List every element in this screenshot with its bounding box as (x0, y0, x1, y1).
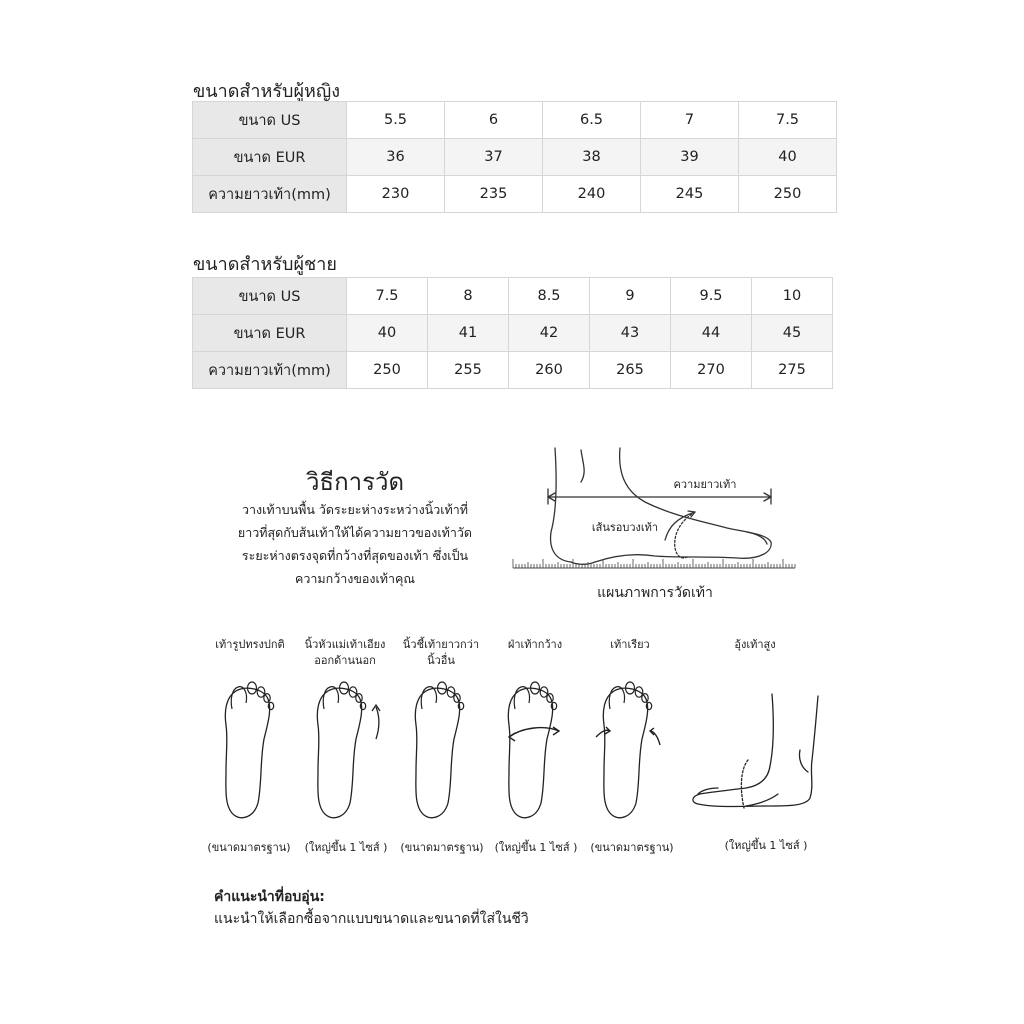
table-cell: 38 (543, 139, 641, 176)
table-cell: 7.5 (739, 102, 837, 139)
foot-narrow-icon (592, 675, 672, 830)
table-cell: 5.5 (347, 102, 445, 139)
foot-type-note: (ใหญ่ขึ้น 1 ไซส์ ) (304, 841, 388, 854)
table-cell: 44 (671, 315, 752, 352)
foot-normal-icon (214, 675, 284, 830)
table-row (193, 176, 837, 213)
table-cell: 37 (445, 139, 543, 176)
instruction-line: ระยะห่างตรงจุดที่กว้างที่สุดของเท้า ซึ่งเป็น (241, 548, 469, 563)
tip-title: คำแนะนำที่อบอุ่น: (214, 889, 325, 905)
table-row (193, 278, 833, 315)
ankle-line (581, 450, 584, 482)
instruction-line: ยาวที่สุดกับส้นเท้าให้ได้ความยาวของเท้าวัด (237, 525, 473, 540)
row-header: ความยาวเท้า(mm) (193, 176, 347, 213)
table-cell: 250 (347, 352, 428, 389)
instruction-line: วางเท้าบนพื้น วัดระยะห่างระหว่างนิ้วเท้าที่ (241, 502, 469, 517)
foot-type-note: (ขนาดมาตรฐาน) (400, 841, 484, 854)
foot-type-label: อุ้งเท้าสูง (734, 638, 776, 651)
table-cell: 40 (739, 139, 837, 176)
foot-wide-icon (497, 675, 577, 830)
foot-type-label: นิ้วชี้เท้ายาวกว่านิ้วอื่น (402, 638, 480, 667)
diagram-caption: แผนภาพการวัดเท้า (597, 585, 713, 601)
foot-type-label: เท้าเรียว (610, 638, 650, 651)
table-cell: 9.5 (671, 278, 752, 315)
table-cell: 235 (445, 176, 543, 213)
women-size-table (192, 101, 837, 213)
foot-outline (571, 448, 771, 564)
table-row (193, 315, 833, 352)
table-cell: 42 (509, 315, 590, 352)
table-cell: 40 (347, 315, 428, 352)
table-cell: 43 (590, 315, 671, 352)
table-cell: 10 (752, 278, 833, 315)
table-cell: 41 (428, 315, 509, 352)
length-label: ความยาวเท้า (673, 478, 737, 491)
table-row (193, 139, 837, 176)
table-cell: 8 (428, 278, 509, 315)
tip-text: แนะนำให้เลือกซื้อจากแบบขนาดและขนาดที่ใส่ในชีวิ (214, 911, 529, 927)
table-cell: 45 (752, 315, 833, 352)
foot-type-label: ฝ่าเท้ากว้าง (507, 638, 563, 651)
women-section-title: ขนาดสำหรับผู้หญิง (193, 81, 340, 102)
leg-outline (551, 448, 571, 562)
table-cell: 36 (347, 139, 445, 176)
ruler (513, 559, 795, 568)
table-cell: 7 (641, 102, 739, 139)
table-row (193, 352, 833, 389)
table-cell: 260 (509, 352, 590, 389)
row-header: ความยาวเท้า(mm) (193, 352, 347, 389)
foot-type-label: นิ้วหัวแม่เท้าเอียงออกด้านนอก (304, 638, 386, 667)
foot-high-arch-icon (688, 690, 828, 815)
row-header: ขนาด EUR (193, 139, 347, 176)
table-cell: 240 (543, 176, 641, 213)
foot-type-note: (ใหญ่ขึ้น 1 ไซส์ ) (494, 841, 578, 854)
table-cell: 265 (590, 352, 671, 389)
row-header: ขนาด US (193, 102, 347, 139)
table-cell: 7.5 (347, 278, 428, 315)
foot-type-note: (ใหญ่ขึ้น 1 ไซส์ ) (724, 839, 808, 852)
men-size-table (192, 277, 833, 389)
table-cell: 270 (671, 352, 752, 389)
measure-title: วิธีการวัด (305, 468, 405, 496)
table-cell: 6.5 (543, 102, 641, 139)
foot-measure-diagram (505, 440, 805, 580)
table-cell: 230 (347, 176, 445, 213)
table-row (193, 102, 837, 139)
table-cell: 9 (590, 278, 671, 315)
table-cell: 39 (641, 139, 739, 176)
foot-type-note: (ขนาดมาตรฐาน) (590, 841, 674, 854)
measure-instructions (205, 498, 505, 590)
table-cell: 8.5 (509, 278, 590, 315)
foot-type-note: (ขนาดมาตรฐาน) (207, 841, 291, 854)
table-cell: 275 (752, 352, 833, 389)
instruction-line: ความกว้างของเท้าคุณ (295, 571, 415, 586)
foot-bunion-icon (306, 675, 396, 830)
girth-label: เส้นรอบวงเท้า (591, 521, 659, 534)
row-header: ขนาด EUR (193, 315, 347, 352)
foot-type-label: เท้ารูปทรงปกติ (215, 638, 285, 651)
table-cell: 255 (428, 352, 509, 389)
table-cell: 245 (641, 176, 739, 213)
table-cell: 250 (739, 176, 837, 213)
row-header: ขนาด US (193, 278, 347, 315)
men-section-title: ขนาดสำหรับผู้ชาย (193, 254, 337, 275)
table-cell: 6 (445, 102, 543, 139)
foot-long-second-toe-icon (404, 675, 474, 830)
